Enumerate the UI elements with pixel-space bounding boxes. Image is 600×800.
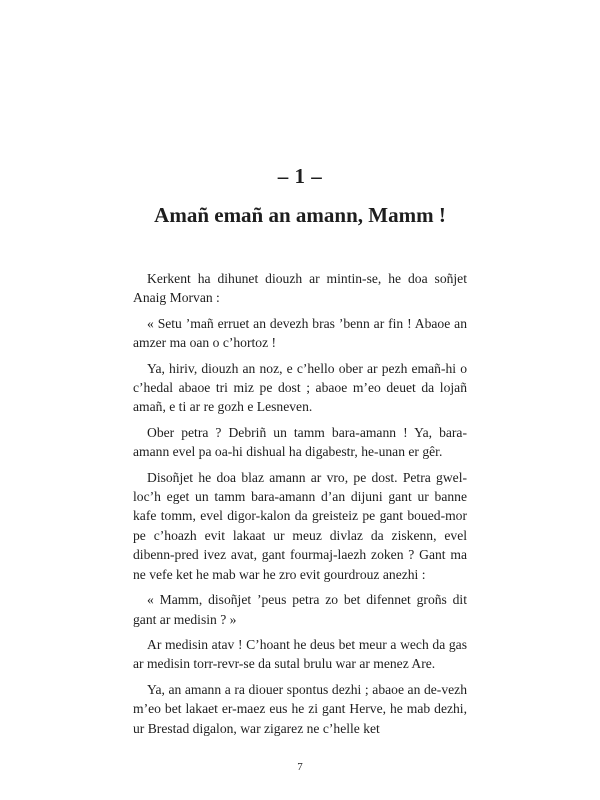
chapter-title: Amañ emañ an amann, Mamm !	[154, 203, 446, 227]
paragraph: Disoñjet he doa blaz amann ar vro, pe dost. Petra gwel-loc’h eget un tamm bara-amann d’an dijuni gant ur banne kafe tomm, evel digor-kalon da greisteiz pe gant boued-mor pe c’hoazh evit lakaat ur meuz divlaz da ziskenn, evel dibenn-pred ivez avat, gant fourmaj-laezh zoken ? Gant ma ne vefe ket he mab war he zro evit gourdrouz anezhi :	[133, 469, 467, 582]
paragraph: « Mamm, disoñjet ’peus petra zo bet difennet groñs dit gant ar medisin ? »	[133, 592, 467, 627]
paragraph: Ar medisin atav ! C’hoant he deus bet meur a wech da gas ar medisin torr-revr-se da sutal brulu war ar menez Are.	[133, 636, 467, 672]
paragraph: Ya, an amann a ra diouer spontus dezhi ; abaoe an de-vezh m’eo bet lakaet er-maez eus he zi gant Herve, he mab dezhi, ur Brestad digalon, war zigarez ne c’helle ket	[133, 681, 467, 736]
paragraph: Ober petra ? Debriñ un tamm bara-amann ! Ya, bara-amann evel pa oa-hi dishual ha digabestr, he-unan er gêr.	[133, 424, 467, 460]
paragraph: Kerkent ha dihunet diouzh ar mintin-se, he doa soñjet Anaig Morvan :	[133, 271, 467, 306]
paragraph: Ya, hiriv, diouzh an noz, e c’hello ober ar pezh emañ-hi o c’hedal abaoe tri miz pe dost ; abaoe m’eo deuet da lojañ amañ, e ti ar re gozh e Lesneven.	[133, 360, 467, 415]
page-number: 7	[297, 761, 303, 773]
paragraph: « Setu ’mañ erruet an devezh bras ’benn ar fin ! Abaoe an amzer ma oan o c’hortoz !	[133, 315, 467, 351]
body-text	[133, 269, 467, 744]
chapter-number: – 1 –	[277, 164, 323, 188]
